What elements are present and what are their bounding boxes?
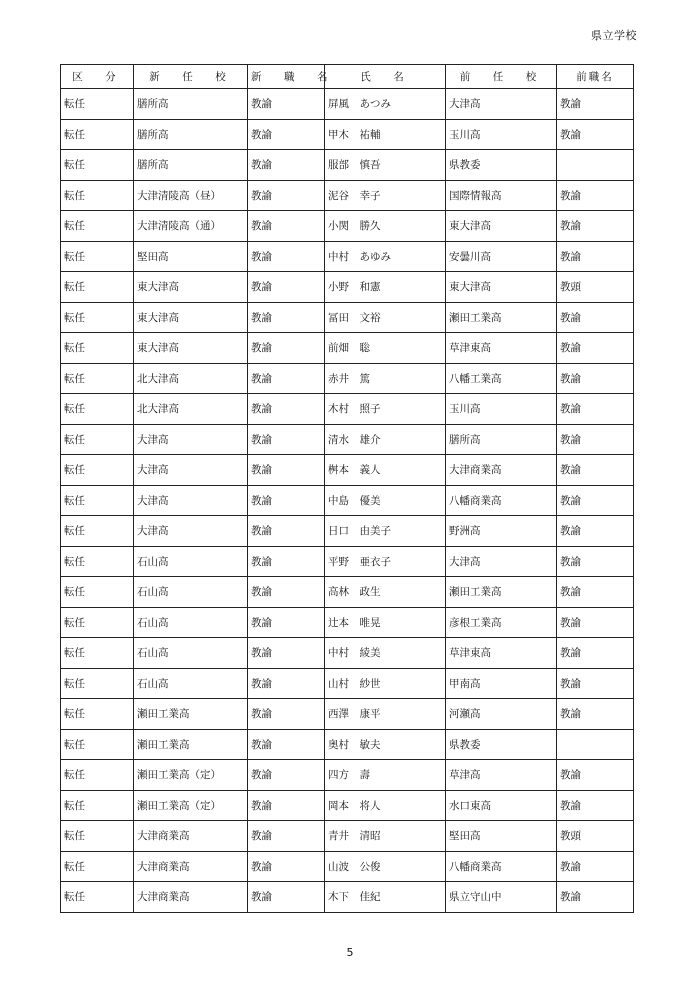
- category-cell: 転任: [61, 729, 134, 760]
- previous-school-cell: 瀬田工業高: [446, 577, 557, 608]
- category-cell: 転任: [61, 302, 134, 333]
- name-cell: 赤井 篤: [325, 363, 446, 394]
- new-position-cell: 教諭: [248, 668, 325, 699]
- new-position-cell: 教諭: [248, 302, 325, 333]
- previous-school-cell: 県教委: [446, 150, 557, 181]
- new-school-cell: 北大津高: [134, 394, 248, 425]
- previous-school-cell: 安曇川高: [446, 241, 557, 272]
- category-cell: 転任: [61, 699, 134, 730]
- previous-school-cell: 彦根工業高: [446, 607, 557, 638]
- new-position-cell: 教諭: [248, 760, 325, 791]
- new-school-cell: 大津清陵高（昼）: [134, 180, 248, 211]
- previous-position-cell: 教頭: [557, 821, 634, 852]
- table-row: [61, 363, 634, 394]
- previous-position-cell: 教諭: [557, 302, 634, 333]
- name-cell: 四方 壽: [325, 760, 446, 791]
- category-cell: 転任: [61, 821, 134, 852]
- previous-school-cell: 膳所高: [446, 424, 557, 455]
- new-position-cell: 教諭: [248, 394, 325, 425]
- name-cell: 清水 雄介: [325, 424, 446, 455]
- header-previous-school: 前 任 校: [446, 65, 557, 89]
- name-cell: 木村 照子: [325, 394, 446, 425]
- previous-position-cell: 教諭: [557, 790, 634, 821]
- new-school-cell: 石山高: [134, 577, 248, 608]
- category-cell: 転任: [61, 851, 134, 882]
- table-row: [61, 394, 634, 425]
- previous-position-cell: 教諭: [557, 699, 634, 730]
- table-row: [61, 882, 634, 913]
- table-body: [61, 89, 634, 913]
- table-row: [61, 516, 634, 547]
- name-cell: 木下 佳紀: [325, 882, 446, 913]
- category-cell: 転任: [61, 760, 134, 791]
- table-row: [61, 150, 634, 181]
- previous-school-cell: 大津高: [446, 546, 557, 577]
- name-cell: 小野 和憲: [325, 272, 446, 303]
- name-cell: 中村 あゆみ: [325, 241, 446, 272]
- new-position-cell: 教諭: [248, 699, 325, 730]
- name-cell: 青井 清昭: [325, 821, 446, 852]
- new-school-cell: 北大津高: [134, 363, 248, 394]
- name-cell: 西澤 康平: [325, 699, 446, 730]
- table-row: [61, 180, 634, 211]
- new-school-cell: 大津商業高: [134, 851, 248, 882]
- table-header-row: [61, 65, 634, 89]
- new-position-cell: 教諭: [248, 119, 325, 150]
- name-cell: 岡本 将人: [325, 790, 446, 821]
- previous-position-cell: [557, 150, 634, 181]
- previous-school-cell: 瀬田工業高: [446, 302, 557, 333]
- table-row: [61, 546, 634, 577]
- new-school-cell: 東大津高: [134, 302, 248, 333]
- new-school-cell: 瀬田工業高: [134, 699, 248, 730]
- name-cell: 甲木 祐輔: [325, 119, 446, 150]
- table-row: [61, 119, 634, 150]
- previous-school-cell: 草津東高: [446, 333, 557, 364]
- previous-school-cell: 県立守山中: [446, 882, 557, 913]
- new-position-cell: 教諭: [248, 790, 325, 821]
- name-cell: 前畑 聡: [325, 333, 446, 364]
- new-school-cell: 大津商業高: [134, 882, 248, 913]
- previous-position-cell: 教諭: [557, 577, 634, 608]
- new-position-cell: 教諭: [248, 424, 325, 455]
- name-cell: 冨田 文裕: [325, 302, 446, 333]
- category-cell: 転任: [61, 424, 134, 455]
- header-name: 氏 名: [325, 65, 446, 89]
- category-cell: 転任: [61, 211, 134, 242]
- table-row: [61, 302, 634, 333]
- name-cell: 辻本 唯晃: [325, 607, 446, 638]
- name-cell: 中村 綾美: [325, 638, 446, 669]
- name-cell: 屏風 あつみ: [325, 89, 446, 120]
- name-cell: 桝本 義人: [325, 455, 446, 486]
- previous-school-cell: 国際情報高: [446, 180, 557, 211]
- name-cell: 日口 由美子: [325, 516, 446, 547]
- new-school-cell: 堅田高: [134, 241, 248, 272]
- previous-position-cell: 教諭: [557, 485, 634, 516]
- header-previous-position: 前職名: [557, 65, 634, 89]
- previous-position-cell: 教諭: [557, 180, 634, 211]
- previous-position-cell: 教諭: [557, 760, 634, 791]
- previous-school-cell: 堅田高: [446, 821, 557, 852]
- previous-school-cell: 大津商業高: [446, 455, 557, 486]
- new-school-cell: 瀬田工業高: [134, 729, 248, 760]
- header-new-position: 新 職 名: [248, 65, 325, 89]
- table-row: [61, 699, 634, 730]
- header-new-school: 新 任 校: [134, 65, 248, 89]
- new-position-cell: 教諭: [248, 211, 325, 242]
- name-cell: 中島 優美: [325, 485, 446, 516]
- new-position-cell: 教諭: [248, 577, 325, 608]
- new-position-cell: 教諭: [248, 821, 325, 852]
- table-row: [61, 241, 634, 272]
- previous-school-cell: 大津高: [446, 89, 557, 120]
- table-row: [61, 272, 634, 303]
- category-cell: 転任: [61, 89, 134, 120]
- previous-school-cell: 東大津高: [446, 272, 557, 303]
- previous-position-cell: 教諭: [557, 516, 634, 547]
- previous-school-cell: 東大津高: [446, 211, 557, 242]
- table-row: [61, 821, 634, 852]
- category-cell: 転任: [61, 607, 134, 638]
- category-cell: 転任: [61, 546, 134, 577]
- category-cell: 転任: [61, 180, 134, 211]
- previous-position-cell: 教諭: [557, 851, 634, 882]
- new-school-cell: 東大津高: [134, 272, 248, 303]
- previous-school-cell: 水口東高: [446, 790, 557, 821]
- new-school-cell: 大津高: [134, 485, 248, 516]
- category-cell: 転任: [61, 119, 134, 150]
- new-school-cell: 大津高: [134, 516, 248, 547]
- new-position-cell: 教諭: [248, 729, 325, 760]
- table-row: [61, 485, 634, 516]
- category-cell: 転任: [61, 485, 134, 516]
- category-cell: 転任: [61, 333, 134, 364]
- name-cell: 高林 政生: [325, 577, 446, 608]
- previous-position-cell: 教頭: [557, 272, 634, 303]
- previous-position-cell: 教諭: [557, 241, 634, 272]
- previous-position-cell: 教諭: [557, 546, 634, 577]
- previous-position-cell: 教諭: [557, 119, 634, 150]
- previous-position-cell: 教諭: [557, 89, 634, 120]
- previous-school-cell: 草津高: [446, 760, 557, 791]
- previous-school-cell: 八幡商業高: [446, 485, 557, 516]
- table-row: [61, 729, 634, 760]
- new-position-cell: 教諭: [248, 516, 325, 547]
- previous-school-cell: 八幡工業高: [446, 363, 557, 394]
- new-school-cell: 東大津高: [134, 333, 248, 364]
- previous-school-cell: 河瀬高: [446, 699, 557, 730]
- category-label: 県立学校: [591, 29, 637, 42]
- previous-school-cell: 玉川高: [446, 394, 557, 425]
- previous-school-cell: 甲南高: [446, 668, 557, 699]
- table-row: [61, 760, 634, 791]
- new-school-cell: 膳所高: [134, 89, 248, 120]
- new-school-cell: 瀬田工業高（定）: [134, 760, 248, 791]
- previous-position-cell: 教諭: [557, 424, 634, 455]
- new-school-cell: 大津高: [134, 424, 248, 455]
- table-row: [61, 851, 634, 882]
- category-cell: 転任: [61, 455, 134, 486]
- previous-school-cell: 八幡商業高: [446, 851, 557, 882]
- previous-position-cell: 教諭: [557, 638, 634, 669]
- new-position-cell: 教諭: [248, 241, 325, 272]
- name-cell: 平野 亜衣子: [325, 546, 446, 577]
- category-cell: 転任: [61, 394, 134, 425]
- new-school-cell: 石山高: [134, 546, 248, 577]
- page-number: 5: [346, 946, 354, 959]
- table-row: [61, 333, 634, 364]
- new-position-cell: 教諭: [248, 333, 325, 364]
- table-row: [61, 89, 634, 120]
- category-cell: 転任: [61, 516, 134, 547]
- previous-position-cell: [557, 729, 634, 760]
- previous-school-cell: 県教委: [446, 729, 557, 760]
- previous-school-cell: 野洲高: [446, 516, 557, 547]
- new-school-cell: 大津清陵高（通）: [134, 211, 248, 242]
- new-school-cell: 膳所高: [134, 119, 248, 150]
- new-position-cell: 教諭: [248, 272, 325, 303]
- name-cell: 山村 紗世: [325, 668, 446, 699]
- previous-position-cell: 教諭: [557, 394, 634, 425]
- table-row: [61, 577, 634, 608]
- category-cell: 転任: [61, 638, 134, 669]
- new-position-cell: 教諭: [248, 150, 325, 181]
- new-school-cell: 瀬田工業高（定）: [134, 790, 248, 821]
- name-cell: 小関 勝久: [325, 211, 446, 242]
- category-cell: 転任: [61, 577, 134, 608]
- name-cell: 山波 公俊: [325, 851, 446, 882]
- previous-position-cell: 教諭: [557, 668, 634, 699]
- new-position-cell: 教諭: [248, 882, 325, 913]
- category-cell: 転任: [61, 363, 134, 394]
- category-cell: 転任: [61, 790, 134, 821]
- table-row: [61, 638, 634, 669]
- previous-school-cell: 草津東高: [446, 638, 557, 669]
- previous-position-cell: 教諭: [557, 607, 634, 638]
- new-position-cell: 教諭: [248, 546, 325, 577]
- table-row: [61, 211, 634, 242]
- new-school-cell: 膳所高: [134, 150, 248, 181]
- previous-position-cell: 教諭: [557, 363, 634, 394]
- table-row: [61, 424, 634, 455]
- new-position-cell: 教諭: [248, 180, 325, 211]
- new-position-cell: 教諭: [248, 485, 325, 516]
- previous-position-cell: 教諭: [557, 455, 634, 486]
- category-cell: 転任: [61, 241, 134, 272]
- name-cell: 服部 慎吾: [325, 150, 446, 181]
- previous-position-cell: 教諭: [557, 333, 634, 364]
- new-position-cell: 教諭: [248, 638, 325, 669]
- table-row: [61, 455, 634, 486]
- new-school-cell: 大津高: [134, 455, 248, 486]
- new-school-cell: 石山高: [134, 638, 248, 669]
- name-cell: 奥村 敏夫: [325, 729, 446, 760]
- new-position-cell: 教諭: [248, 607, 325, 638]
- personnel-table: [60, 64, 634, 913]
- previous-school-cell: 玉川高: [446, 119, 557, 150]
- category-cell: 転任: [61, 882, 134, 913]
- previous-position-cell: 教諭: [557, 882, 634, 913]
- header-category: 区 分: [61, 65, 134, 89]
- table-row: [61, 790, 634, 821]
- new-position-cell: 教諭: [248, 851, 325, 882]
- new-school-cell: 石山高: [134, 668, 248, 699]
- previous-position-cell: 教諭: [557, 211, 634, 242]
- category-cell: 転任: [61, 668, 134, 699]
- name-cell: 泥谷 幸子: [325, 180, 446, 211]
- new-position-cell: 教諭: [248, 89, 325, 120]
- table-row: [61, 607, 634, 638]
- new-school-cell: 石山高: [134, 607, 248, 638]
- new-position-cell: 教諭: [248, 455, 325, 486]
- category-cell: 転任: [61, 150, 134, 181]
- new-school-cell: 大津商業高: [134, 821, 248, 852]
- new-position-cell: 教諭: [248, 363, 325, 394]
- table-row: [61, 668, 634, 699]
- category-cell: 転任: [61, 272, 134, 303]
